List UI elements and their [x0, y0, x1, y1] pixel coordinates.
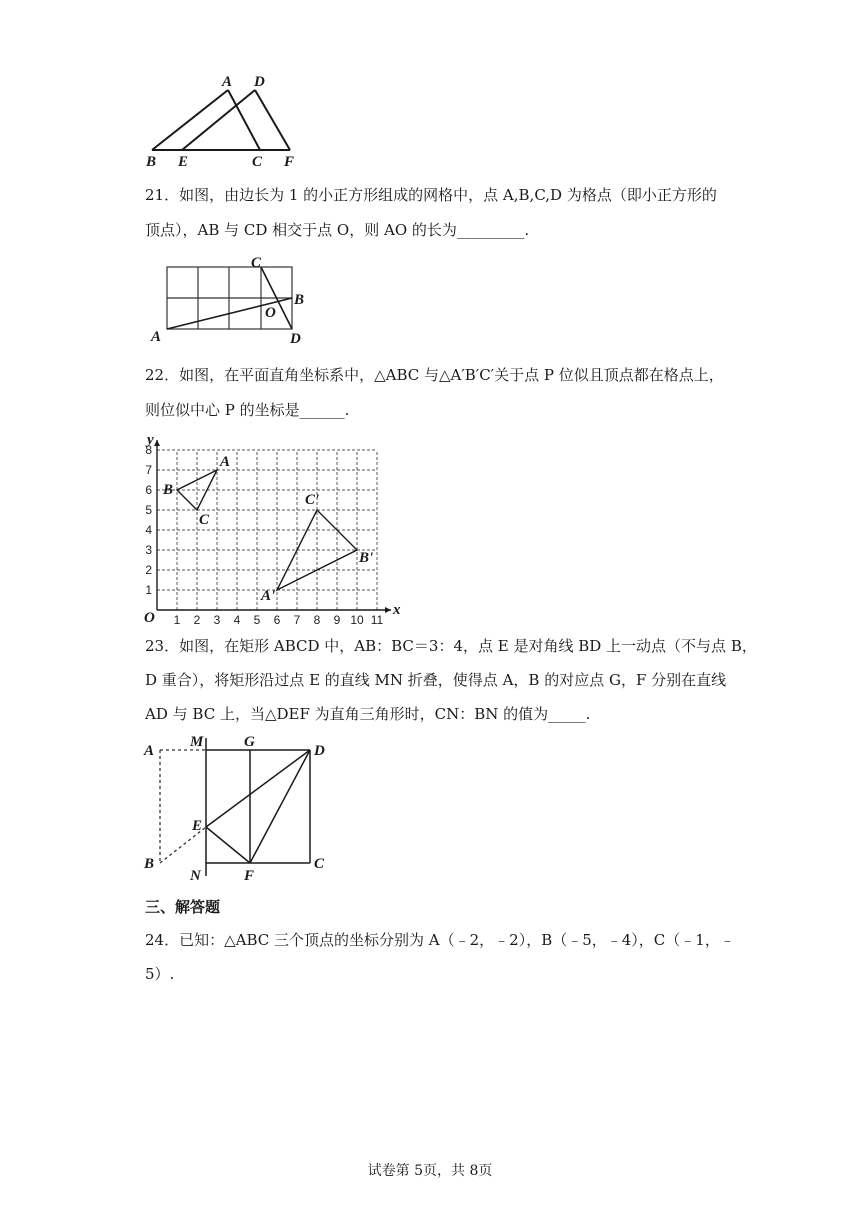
fig23-label-g: G [244, 734, 255, 750]
fig20-label-b: B [146, 154, 157, 170]
fig23-label-f: F [244, 868, 255, 884]
y-tick-label: 7 [145, 463, 152, 477]
figure-21-grid [145, 255, 320, 350]
vertex-label-c-prime: C' [305, 492, 320, 508]
page-footer: 试卷第 5页，共 8页 [367, 1163, 493, 1179]
fig20-label-e: E [178, 154, 189, 170]
x-tick-label: 2 [193, 613, 201, 627]
x-tick-label: 7 [293, 613, 301, 627]
fig21-label-c: C [251, 255, 262, 271]
y-tick-label: 5 [145, 503, 152, 517]
vertex-label-c: C [199, 512, 210, 528]
fig23-label-a: A [144, 743, 155, 759]
fig20-label-a: A [222, 74, 233, 90]
fig21-label-b: B [294, 292, 305, 308]
fig21-label-a: A [151, 329, 162, 345]
q24-line1: 24．已知：△ABC 三个顶点的坐标分别为 A（﹣2，﹣2），B（﹣5，﹣4），C（﹣1，﹣ [145, 931, 735, 949]
x-tick-label: 6 [273, 613, 281, 627]
vertex-label-a: A [220, 454, 231, 470]
q24-line2: 5）. [145, 965, 175, 983]
fig20-label-d: D [254, 74, 265, 90]
vertex-label-a-prime: A' [261, 588, 276, 604]
fig23-label-m: M [190, 734, 204, 750]
section-heading: 三、解答题 [145, 898, 221, 916]
x-tick-label: 10 [350, 613, 364, 627]
q22-line1: 22．如图，在平面直角坐标系中，△ABC 与△A′B′C′关于点 P 位似且顶点都在格点上， [145, 366, 724, 384]
vertex-label-b-prime: B' [359, 550, 374, 566]
q21-line2: 顶点），AB 与 CD 相交于点 O，则 AO 的长为_________. [145, 221, 530, 239]
x-axis-arrow [385, 607, 391, 613]
q21-line1: 21．如图，由边长为 1 的小正方形组成的网格中，点 A,B,C,D 为格点（即小正方形的 [145, 186, 717, 204]
fig20-label-c: C [252, 154, 263, 170]
figure-22-coordinate-plane [140, 425, 400, 625]
vertex-label-b: B [163, 482, 174, 498]
figure-20-triangles [140, 70, 310, 170]
y-tick-label: 2 [145, 563, 152, 577]
fig23-label-n: N [190, 868, 201, 884]
fig21-label-d: D [290, 331, 301, 347]
q23-line3: AD 与 BC 上，当△DEF 为直角三角形时，CN：BN 的值为_____. [145, 705, 591, 723]
fig20-label-f: F [284, 154, 295, 170]
y-axis-arrow [154, 440, 160, 446]
origin-label: O [144, 610, 155, 626]
fig23-label-e: E [192, 818, 203, 834]
x-tick-label: 11 [370, 613, 384, 627]
fig23-label-c: C [314, 856, 325, 872]
q22-line2: 则位似中心 P 的坐标是______. [145, 401, 350, 419]
q23-line1: 23．如图，在矩形 ABCD 中，AB：BC＝3：4，点 E 是对角线 BD 上一动点（不与点 B， [145, 637, 757, 655]
x-tick-label: 9 [333, 613, 341, 627]
x-tick-label: 1 [173, 613, 181, 627]
x-tick-label: 4 [233, 613, 241, 627]
y-tick-label: 8 [145, 443, 152, 457]
q23-line2: D 重合），将矩形沿过点 E 的直线 MN 折叠，使得点 A，B 的对应点 G，F 分别在直线 [145, 671, 727, 689]
y-axis-label: y [147, 432, 154, 448]
x-tick-label: 5 [253, 613, 261, 627]
fig23-label-d: D [314, 743, 325, 759]
y-tick-label: 3 [145, 543, 152, 557]
x-tick-label: 8 [313, 613, 321, 627]
figure-23-rectangle-fold [140, 730, 340, 885]
x-axis-label: x [393, 602, 401, 618]
y-tick-label: 6 [145, 483, 152, 497]
y-tick-label: 4 [145, 523, 152, 537]
x-tick-label: 3 [213, 613, 221, 627]
fig23-label-b: B [144, 856, 155, 872]
y-tick-label: 1 [145, 583, 152, 597]
fig21-label-o: O [265, 305, 276, 321]
